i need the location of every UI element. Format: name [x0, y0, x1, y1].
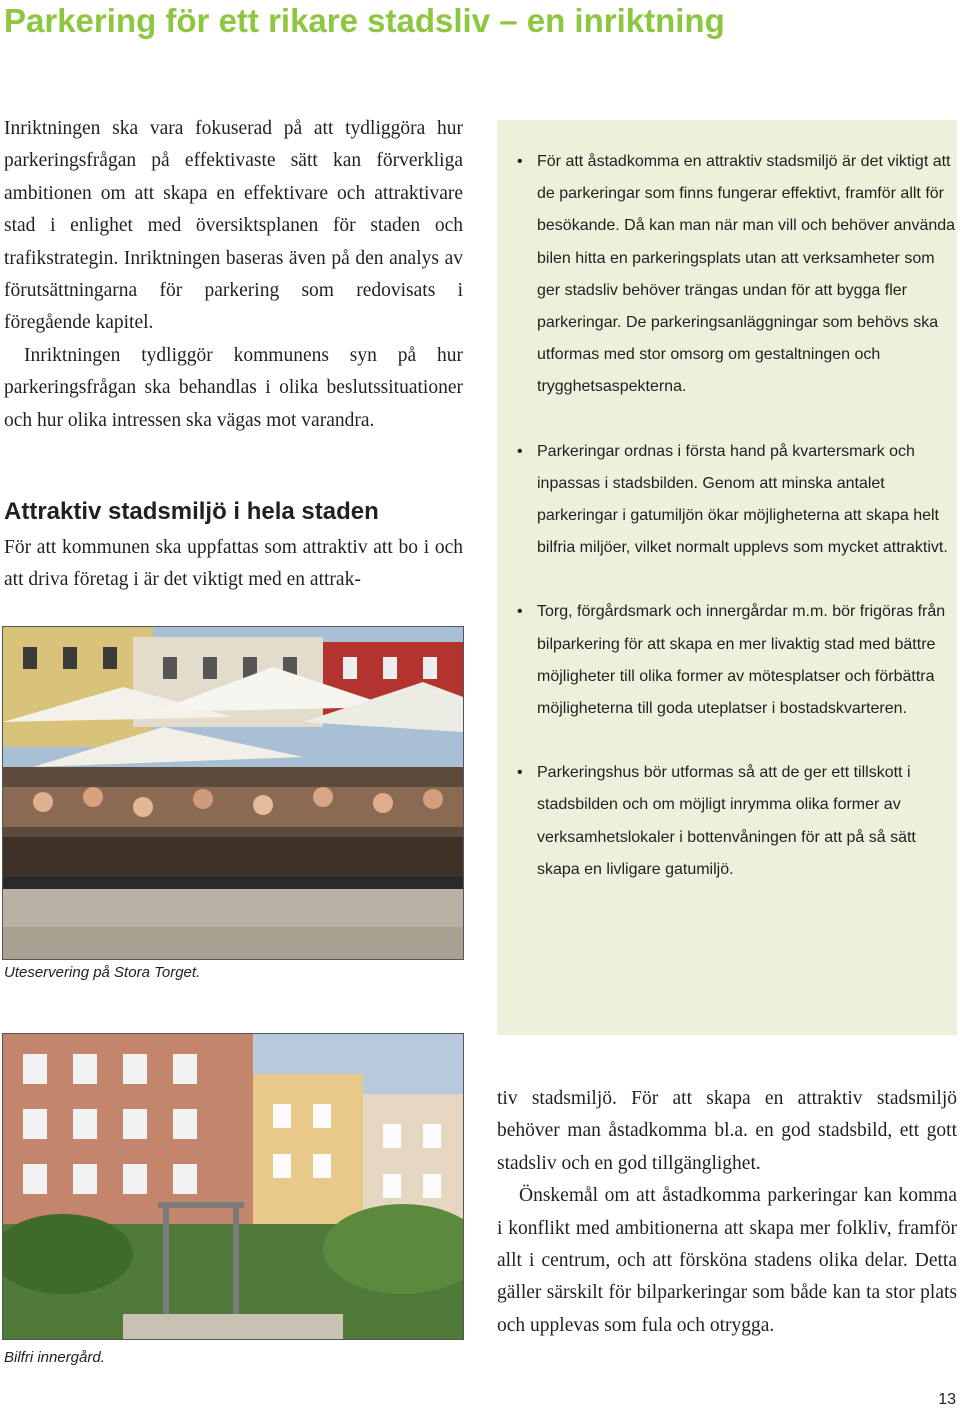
info-box [497, 120, 957, 1035]
page-title: Parkering för ett rikare stadsliv – en inriktning [4, 2, 725, 39]
bullet-icon: • [517, 153, 523, 170]
right-paragraph-1: tiv stadsmiljö. För att skapa en attraktiv stadsmiljö behöver man åstadkomma bl.a. en god stadsbild, ett gott stadsliv och en god tillgänglighet. [497, 1088, 957, 1174]
right-paragraph-2: Önskemål om att åstadkomma parkeringar kan komma i konflikt med ambitionerna att skapa mer folkliv, framför allt i centrum, och att försköna stadens olika delar. Detta gäller särskilt för bilparkeringar som både kan ta stor plats och upplevas som fula och otrygga. [497, 1185, 957, 1336]
courtyard-image [3, 1034, 463, 1339]
list-item: • Parkeringar ordnas i första hand på kvartersmark och inpassas i stadsbilden. Genom att minska antalet parkeringar i gatumiljön ökar möjligheterna att skapa helt bilfria miljöer, vilket normalt upplevs som mycket attraktivt. [497, 436, 957, 565]
photo-outdoor-cafe [2, 626, 464, 960]
photo-caption-cafe: Uteservering på Stora Torget. [4, 964, 201, 981]
photo-courtyard [2, 1033, 464, 1340]
section-heading: Attraktiv stadsmiljö i hela staden [4, 498, 379, 525]
section-paragraph: För att kommunen ska uppfattas som attraktiv att bo i och att driva företag i är det viktigt med en attrak- [4, 537, 463, 591]
section-body [4, 532, 463, 597]
list-item: • För att åstadkomma en attraktiv stadsmiljö är det viktigt att de parkeringar som finns fungerar effektivt, framför allt för besökande. Då kan man när man vill och behöver använda bilen hitta en parkeringsplats utan att verksamheter som ger stadsliv behöver trängas undan för att bygga fler parkeringar. De parkeringsanläggningar som behövs ska utformas med stor omsorg om gestaltningen och trygghetsaspekterna. [497, 146, 957, 404]
list-item: • Parkeringshus bör utformas så att de ger ett tillskott i stadsbilden och om möjligt inrymma olika former av verksamhetslokaler i bottenvåningen för att på så sätt skapa en livligare gatumiljö. [497, 757, 957, 886]
list-item: • Torg, förgårdsmark och innergårdar m.m. bör frigöras från bilparkering för att skapa en mer livaktig stad med bättre möjligheter till olika former av mötesplatser och förbättra möjligheterna till goda uteplatser i bostadskvarteren. [497, 596, 957, 725]
bullet-icon: • [517, 603, 523, 621]
intro-text [4, 113, 463, 437]
photo-caption-courtyard: Bilfri innergård. [4, 1349, 105, 1366]
outdoor-cafe-image [3, 627, 463, 959]
right-column-text [497, 1083, 957, 1342]
intro-paragraph-1: Inriktningen ska vara fokuserad på att tydliggöra hur parkeringsfrågan på effektivaste sätt kan förverkliga ambitionen om att skapa en effektivare och attraktivare stad i enlighet med översiktsplanen för staden och trafikstrategin. Inriktningen baseras även på den analys av förutsättningarna för parkering som redovisats i föregående kapitel. [4, 118, 463, 334]
bullet-icon: • [517, 764, 523, 782]
page-number: 13 [938, 1391, 956, 1408]
bullet-icon: • [517, 442, 523, 460]
bullet-list [497, 146, 957, 918]
intro-paragraph-2: Inriktningen tydliggör kommunens syn på hur parkeringsfrågan ska behandlas i olika beslutssituationer och hur olika intressen ska vägas mot varandra. [4, 344, 463, 431]
